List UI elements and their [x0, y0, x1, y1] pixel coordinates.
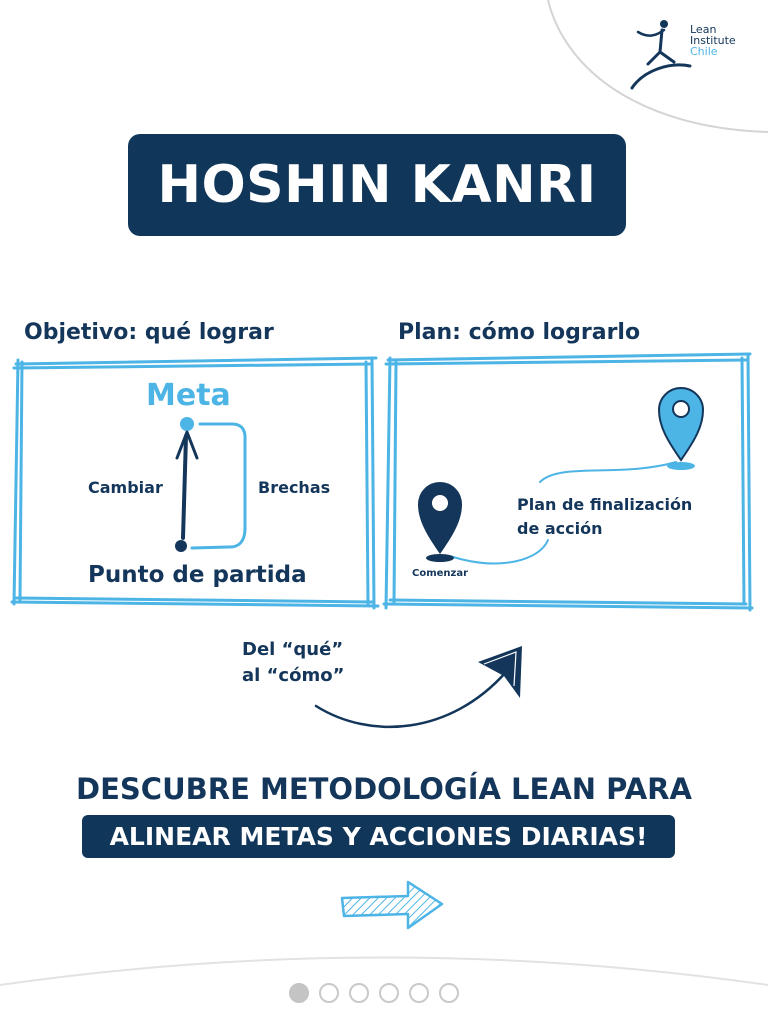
cta-banner — [82, 815, 675, 858]
gaps-label: Brechas — [258, 478, 331, 497]
meta-label: Meta — [146, 378, 231, 413]
objective-heading: Objetivo: qué lograr — [24, 320, 274, 345]
next-arrow-icon[interactable] — [338, 878, 446, 934]
page-dot-4[interactable] — [379, 983, 399, 1003]
transition-line1: Del “qué” — [242, 639, 344, 660]
page-title: HOSHIN KANRI — [157, 155, 597, 215]
start-pin-label: Comenzar — [412, 568, 469, 579]
cta-line1: DESCUBRE METODOLOGÍA LEAN PARA — [76, 772, 692, 806]
change-label: Cambiar — [88, 478, 163, 497]
logo-line-chile: Chile — [690, 45, 718, 58]
page-dot-1[interactable] — [289, 983, 309, 1003]
page-dot-2[interactable] — [319, 983, 339, 1003]
action-plan-line1: Plan de finalización — [517, 495, 693, 514]
page-dot-3[interactable] — [349, 983, 369, 1003]
logo-line-lean: Lean — [690, 23, 717, 36]
action-plan-line2: de acción — [517, 519, 603, 538]
page-dot-5[interactable] — [409, 983, 429, 1003]
page-dot-6[interactable] — [439, 983, 459, 1003]
pagination-dots — [289, 983, 459, 1003]
logo-line-institute: Institute — [690, 34, 736, 47]
transition-line2: al “cómo” — [242, 665, 345, 686]
starting-point-label: Punto de partida — [88, 562, 307, 588]
cta-line2: ALINEAR METAS Y ACCIONES DIARIAS! — [109, 822, 648, 851]
plan-heading: Plan: cómo lograrlo — [398, 320, 641, 345]
